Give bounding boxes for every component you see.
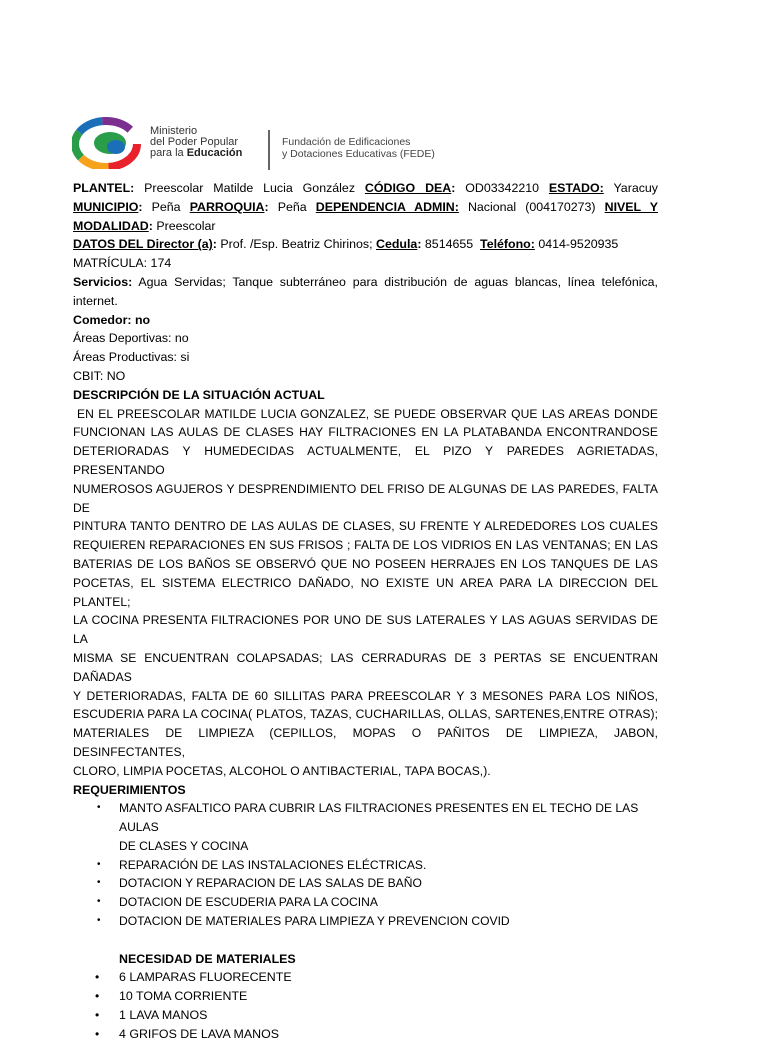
municipio-value: Peña <box>151 199 181 214</box>
list-item-text: REPARACIÓN DE LAS INSTALACIONES ELÉCTRICAS. <box>119 857 427 872</box>
descripcion-line: PINTURA TANTO DENTRO DE LAS AULAS DE CLASES, SU FRENTE Y ALREDEDORES LOS CUALES <box>73 519 658 534</box>
cedula-value: 8514655 <box>424 237 474 252</box>
descripcion-line: POCETAS, EL SISTEMA ELECTRICO DAÑADO, NO EXISTE UN AREA PARA LA DIRECCION DEL PLANTEL; <box>73 575 658 609</box>
director-value: Prof. /Esp. Beatriz Chirinos; <box>220 237 373 252</box>
list-item-text: 6 LAMPARAS FLUORECENTE <box>119 970 292 985</box>
fede-name <box>282 136 435 160</box>
ministry-line3 <box>150 148 242 159</box>
materiales-list <box>73 968 658 1043</box>
list-item-text: MANTO ASFALTICO PARA CUBRIR LAS FILTRACIONES PRESENTES EN EL TECHO DE LAS AULAS <box>119 801 639 835</box>
list-item <box>73 968 658 987</box>
requerimientos-title: REQUERIMIENTOS <box>73 782 186 797</box>
descripcion-line: REQUIEREN REPARACIONES EN SUS FRISOS ; FALTA DE LOS VIDRIOS EN LAS VENTANAS; EN LAS <box>73 538 658 553</box>
descripcion-line: BATERIAS DE LOS BAÑOS SE OBSERVÓ QUE NO POSEEN HERRAJES EN LOS TANQUES DE LAS <box>73 556 658 571</box>
bullet-icon: • <box>97 877 101 889</box>
telefono-label: Teléfono: <box>480 237 535 252</box>
header-divider <box>268 130 270 170</box>
servicios-value: Agua Servidas; Tanque subterráneo para distribución de aguas blancas, línea telefónica, <box>138 274 658 289</box>
parroquia-label: PARROQUIA <box>189 199 265 214</box>
cedula-label: Cedula <box>376 237 418 252</box>
list-item <box>73 893 658 912</box>
document-body <box>73 179 658 1044</box>
list-item-text: DOTACION DE MATERIALES PARA LIMPIEZA Y PREVENCION COVID <box>119 914 510 929</box>
descripcion-line: CLORO, LIMPIA POCETAS, ALCOHOL O ANTIBACTERIAL, TAPA BOCAS,). <box>73 763 491 778</box>
plantel-label: PLANTEL: <box>73 181 135 195</box>
dependencia-value: Nacional (004170273) <box>467 199 596 214</box>
codigo-label: CÓDIGO DEA <box>364 181 452 195</box>
plantel-value: Preescolar Matilde Lucia González <box>144 181 356 195</box>
bullet-icon: • <box>95 1026 100 1041</box>
descripcion-line: MATERIALES DE LIMPIEZA (CEPILLOS, MOPAS O PAÑITOS DE LIMPIEZA, JABON, DESINFECTANTES, <box>73 726 658 759</box>
descripcion-line: ESCUDERIA PARA LA COCINA( PLATOS, TAZAS, CUCHARILLAS, OLLAS, SARTENES,ENTRE OTRAS); <box>73 707 658 722</box>
bullet-icon: • <box>95 970 100 985</box>
list-item-text: 1 LAVA MANOS <box>119 1008 208 1023</box>
requerimientos-list <box>73 799 658 931</box>
list-item <box>73 799 658 855</box>
telefono-value: 0414-9520935 <box>538 237 619 252</box>
bullet-icon: • <box>95 989 100 1004</box>
descripcion-title: DESCRIPCIÓN DE LA SITUACIÓN ACTUAL <box>73 387 325 402</box>
municipio-label: MUNICIPIO <box>73 199 139 214</box>
municipio-line: MUNICIPIO: Peña PARROQUIA: Peña DEPENDENCIA ADMIN: Nacional (004170273) NIVEL Y <box>73 199 659 214</box>
list-item <box>73 1025 658 1044</box>
list-item <box>73 987 658 1006</box>
descripcion-line: DETERIORADAS Y HUMEDECIDAS ACTUALMENTE, EL PIZO Y PAREDES AGRIETADAS, PRESENTANDO <box>73 444 658 477</box>
codigo-value: OD03342210 <box>465 181 540 195</box>
bullet-icon: • <box>97 915 101 927</box>
estado-label: ESTADO: <box>548 181 604 195</box>
bullet-icon: • <box>95 1008 100 1023</box>
list-item <box>73 912 658 931</box>
descripcion-line: Y DETERIORADAS, FALTA DE 60 SILLITAS PARA PREESCOLAR Y 3 MESONES PARA LOS NIÑOS, <box>73 688 658 703</box>
bullet-icon: • <box>97 802 101 814</box>
director-line: DATOS DEL Director (a): Prof. /Esp. Beatriz Chirinos; Cedula: 8514655 Teléfono: 0414-9520935 <box>73 237 619 252</box>
parroquia-value: Peña <box>277 199 307 214</box>
descripcion-line: LA COCINA PRESENTA FILTRACIONES POR UNO DE SUS LATERALES Y LAS AGUAS SERVIDAS DE LA <box>73 613 658 647</box>
descripcion-line: EN EL PREESCOLAR MATILDE LUCIA GONZALEZ, SE PUEDE OBSERVAR QUE LAS AREAS DONDE <box>77 406 658 421</box>
ministry-line1: Ministerio <box>150 125 198 137</box>
list-item <box>73 856 658 875</box>
descripcion-text <box>73 405 658 781</box>
nivel-label: NIVEL Y <box>604 199 659 214</box>
modalidad-label: MODALIDAD <box>73 218 149 233</box>
descripcion-line: FUNCIONAN LAS AULAS DE CLASES HAY FILTRACIONES EN LA PLATABANDA ENCONTRANDOSE <box>73 425 658 440</box>
list-item <box>73 874 658 893</box>
descripcion-line: MISMA SE ENCUENTRAN COLAPSADAS; LAS CERRADURAS DE 3 PERTAS SE ENCUENTRAN DAÑADAS <box>73 650 658 684</box>
areas-deportivas: Áreas Deportivas: no <box>73 331 189 346</box>
list-item <box>73 1006 658 1025</box>
ministry-line3-prefix: para la <box>150 147 187 159</box>
fede-line2: y Dotaciones Educativas (FEDE) <box>282 148 435 160</box>
servicios-value-cont: internet. <box>73 293 118 308</box>
ministry-name <box>150 126 242 159</box>
matricula: MATRÍCULA: 174 <box>73 256 172 271</box>
fede-line1: Fundación de Edificaciones <box>282 136 411 148</box>
bullet-icon: • <box>97 858 101 870</box>
materiales-title: NECESIDAD DE MATERIALES <box>119 951 296 966</box>
modalidad-value: Preescolar <box>156 218 216 233</box>
ministry-logo-icon <box>72 117 142 169</box>
list-item-text: DOTACION Y REPARACION DE LAS SALAS DE BAÑO <box>119 876 422 891</box>
director-label: DATOS DEL Director (a) <box>73 237 213 252</box>
servicios-label: Servicios <box>73 274 129 289</box>
cbit: CBIT: NO <box>73 368 126 383</box>
ministry-line3-bold: Educación <box>186 147 243 159</box>
dependencia-label: DEPENDENCIA ADMIN: <box>315 199 459 214</box>
list-item-text: DOTACION DE ESCUDERIA PARA LA COCINA <box>119 895 378 910</box>
letterhead <box>72 114 492 170</box>
list-item-text: DE CLASES Y COCINA <box>119 838 249 853</box>
ministry-line2: del Poder Popular <box>150 136 239 148</box>
estado-value: Yaracuy <box>613 181 658 195</box>
areas-productivas: Áreas Productivas: si <box>73 350 190 365</box>
servicios-line: Servicios: Agua Servidas; Tanque subterráneo para distribución de aguas blancas, línea telefónica, <box>73 274 658 289</box>
modalidad-line: MODALIDAD: Preescolar <box>73 218 216 233</box>
descripcion-line: NUMEROSOS AGUJEROS Y DESPRENDIMIENTO DEL FRISO DE ALGUNAS DE LAS PAREDES, FALTA DE <box>73 481 658 515</box>
list-item-text: 10 TOMA CORRIENTE <box>119 989 248 1004</box>
bullet-icon: • <box>97 896 101 908</box>
comedor: Comedor: no <box>73 312 151 327</box>
list-item-text: 4 GRIFOS DE LAVA MANOS <box>119 1026 279 1041</box>
plantel-line: PLANTEL: Preescolar Matilde Lucia González CÓDIGO DEA: OD03342210 ESTADO: Yaracuy <box>73 181 658 195</box>
